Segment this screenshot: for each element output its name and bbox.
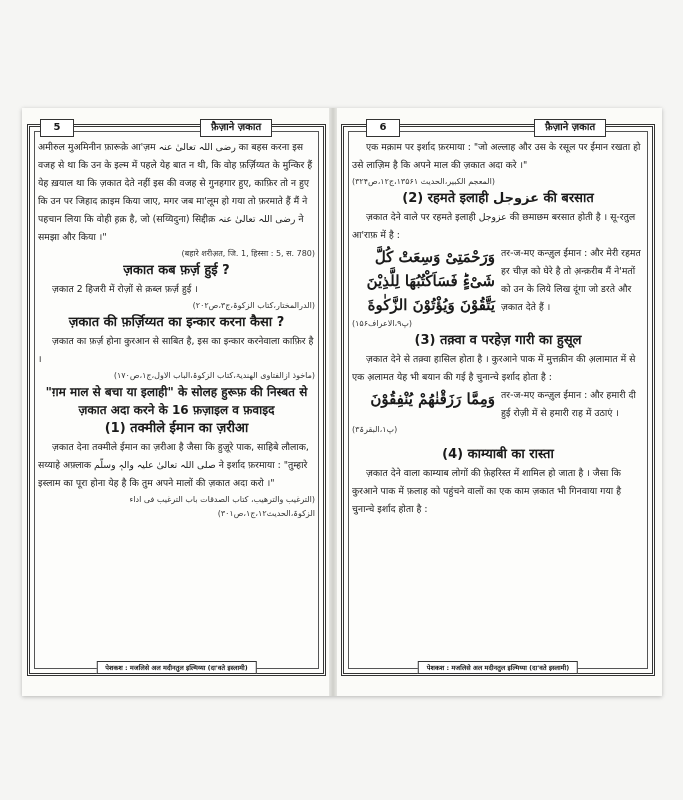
- section-heading: (1) तक्मीले ईमान का ज़रीआ: [104, 421, 249, 436]
- page-header: फ़ैज़ाने ज़कात: [534, 119, 606, 137]
- page-body: [352, 139, 644, 651]
- paragraph: एक मक़ाम पर इर्शाद फ़रमाया : "जो अल्लाह और उस के रसूल पर ईमान रखता हो उसे लाज़िम है कि अपने माल की ज़कात अदा करे ।": [352, 142, 641, 171]
- page-header: फ़ैज़ाने ज़कात: [200, 119, 272, 137]
- section-heading: ज़कात कब फ़र्ज़ हुई ?: [123, 263, 230, 278]
- book-gutter: [329, 108, 337, 696]
- translation: तर-ज-मए कन्ज़ुल ईमान : और हमारी दी हुई रोज़ी में से हमारी राह में उठाएं ।: [501, 390, 636, 419]
- reference: (المعجم الکبیر،الحدیث ۱۳۵۶۱،ج۱۲،ص۳۲۴): [352, 177, 495, 186]
- section-heading: "ग़म माल से बचा या इलाही" के सोलह हुरूफ़ की निस्बत से ज़कात अदा करने के 16 फ़ज़ाइल व फ़वाइद: [45, 385, 308, 417]
- page-number: 6: [366, 119, 400, 137]
- paragraph: ज़कात देना तक्मीले ईमान का ज़रीआ है जैसा कि हुज़ूरे पाक, साहिबे लौलाक, सय्याहे अफ़्लाक صلی اللہ تعالیٰ علیہ والہٖ وسلّم ने इर्शाद फ़रमाया : "तुम्हारे इस्लाम का पूरा होना येह है कि तुम अपने मालों की ज़कात अदा करो ।": [38, 442, 309, 489]
- reference: (پ۹،الاعراف۱۵۶): [352, 319, 413, 328]
- quran-translation-block: [352, 245, 644, 317]
- paragraph: ज़कात देने वाला काम्याब लोगों की फ़ेहरिस्त में शामिल हो जाता है । जैसा कि कुरआने पाक में फ़लाह को पहुंचने वालों का एक काम ज़कात भी गिनवाया गया है चुनान्चे इर्शाद होता है :: [352, 468, 622, 515]
- quran-translation-block: [352, 387, 644, 423]
- page-footer: पेशकश : मजलिसे अल मदीनतुल इल्मिय्या (दा'वते इस्लामी): [96, 661, 256, 674]
- paragraph: ज़कात का फ़र्ज़ होना कुरआन से साबित है, इस का इन्कार करनेवाला काफ़िर है ।: [38, 336, 314, 365]
- paragraph: ज़कात देने वाले पर रहमते इलाही عزوجل की छमाछम बरसात होती है । सू-रतुल आ'राफ़ में है :: [352, 212, 636, 241]
- quran-verse: وَمِمَّا رَزَقْنٰهُمْ یُنْفِقُوْنَ: [370, 390, 495, 408]
- reference: (ماخوذ ازالفتاوی الھندیۃ،کتاب الزکوۃ،الباب الاول،ج۱،ص۱۷۰): [113, 371, 315, 380]
- translation: तर-ज-मए कन्ज़ुल ईमान : और मेरी रहमत हर चीज़ को घेरे है तो अ़न्क़रीब मैं ने'मतों को उन के लिये लिख दूंगा जो डरते और ज़कात देते हैं ।: [501, 248, 641, 313]
- reference: (बहारे शरीअ़त, जि. 1, हिस्सा : 5, स. 780): [181, 249, 315, 258]
- page-footer: पेशकश : मजलिसे अल मदीनतुल इल्मिय्या (दा'वते इस्लामी): [418, 661, 578, 674]
- section-heading: (2) रहमते इलाही عزوجل की बरसात: [402, 191, 594, 206]
- left-page: [27, 124, 326, 676]
- reference: (الترغیب والترھیب، کتاب الصدقات باب الترغیب فی اداء الزکوۃ،الحدیث۱۲،ج۱،ص۳۰۱): [129, 495, 315, 518]
- paragraph: अमीरुल मुअमिनीन फ़ारूक़े आ'ज़म رضی اللہ تعالیٰ عنہ का बहस करना इस वजह से था कि उन के इल्म में पहले येह बात न थी, कि वोह फ़र्ज़िय्यत के मुन्किर हैं येह ख़याल था कि ज़कात देते नहीं इस की वजह से गुनहगार हुए, काफ़िर तो न हुए कि उन पर जिहाद क़ाइम किया जाए, मगर जब मा'लूम हो गया तो फ़रमाते हैं मैं ने पहचान लिया कि वोही ह़क़ है, जो (सय्यिदुना) सिद्दीक़ رضی اللہ تعالیٰ عنہ ने समझा और किया ।": [38, 142, 313, 243]
- reference: (الدرالمختار،کتاب الزکوۃ،ج۳،ص۲۰۲): [192, 301, 315, 310]
- section-heading: (4) काम्याबी का रास्ता: [442, 447, 554, 462]
- page-number: 5: [40, 119, 74, 137]
- quran-verse: وَرَحْمَتِیْ وَسِعَتْ كُلَّ شَیْءٍؕ فَسَاَكْتُبُهَا لِلَّذِیْنَ یَتَّقُوْنَ وَیُؤْتُوْنَ الزَّكٰوةَ: [366, 248, 495, 314]
- page-body: [38, 139, 315, 651]
- section-heading: ज़कात की फ़र्ज़िय्यत का इन्कार करना कैसा ?: [68, 315, 285, 330]
- paragraph: ज़कात 2 हिजरी में रोज़ों से क़ब्ल फ़र्ज़ हुई ।: [52, 284, 198, 295]
- reference: (پ۱،البقرۃ۳): [352, 425, 398, 434]
- section-heading: (3) तक़्वा व परहेज़ गारी का हुसूल: [414, 333, 582, 348]
- paragraph: ज़कात देने से तक़्वा हासिल होता है । कुरआने पाक में मुत्तक़ीन की अ़लामात में से एक अ़लामत येह भी बयान की गई है चुनान्चे इर्शाद होता है :: [352, 354, 636, 383]
- right-page: [341, 124, 655, 676]
